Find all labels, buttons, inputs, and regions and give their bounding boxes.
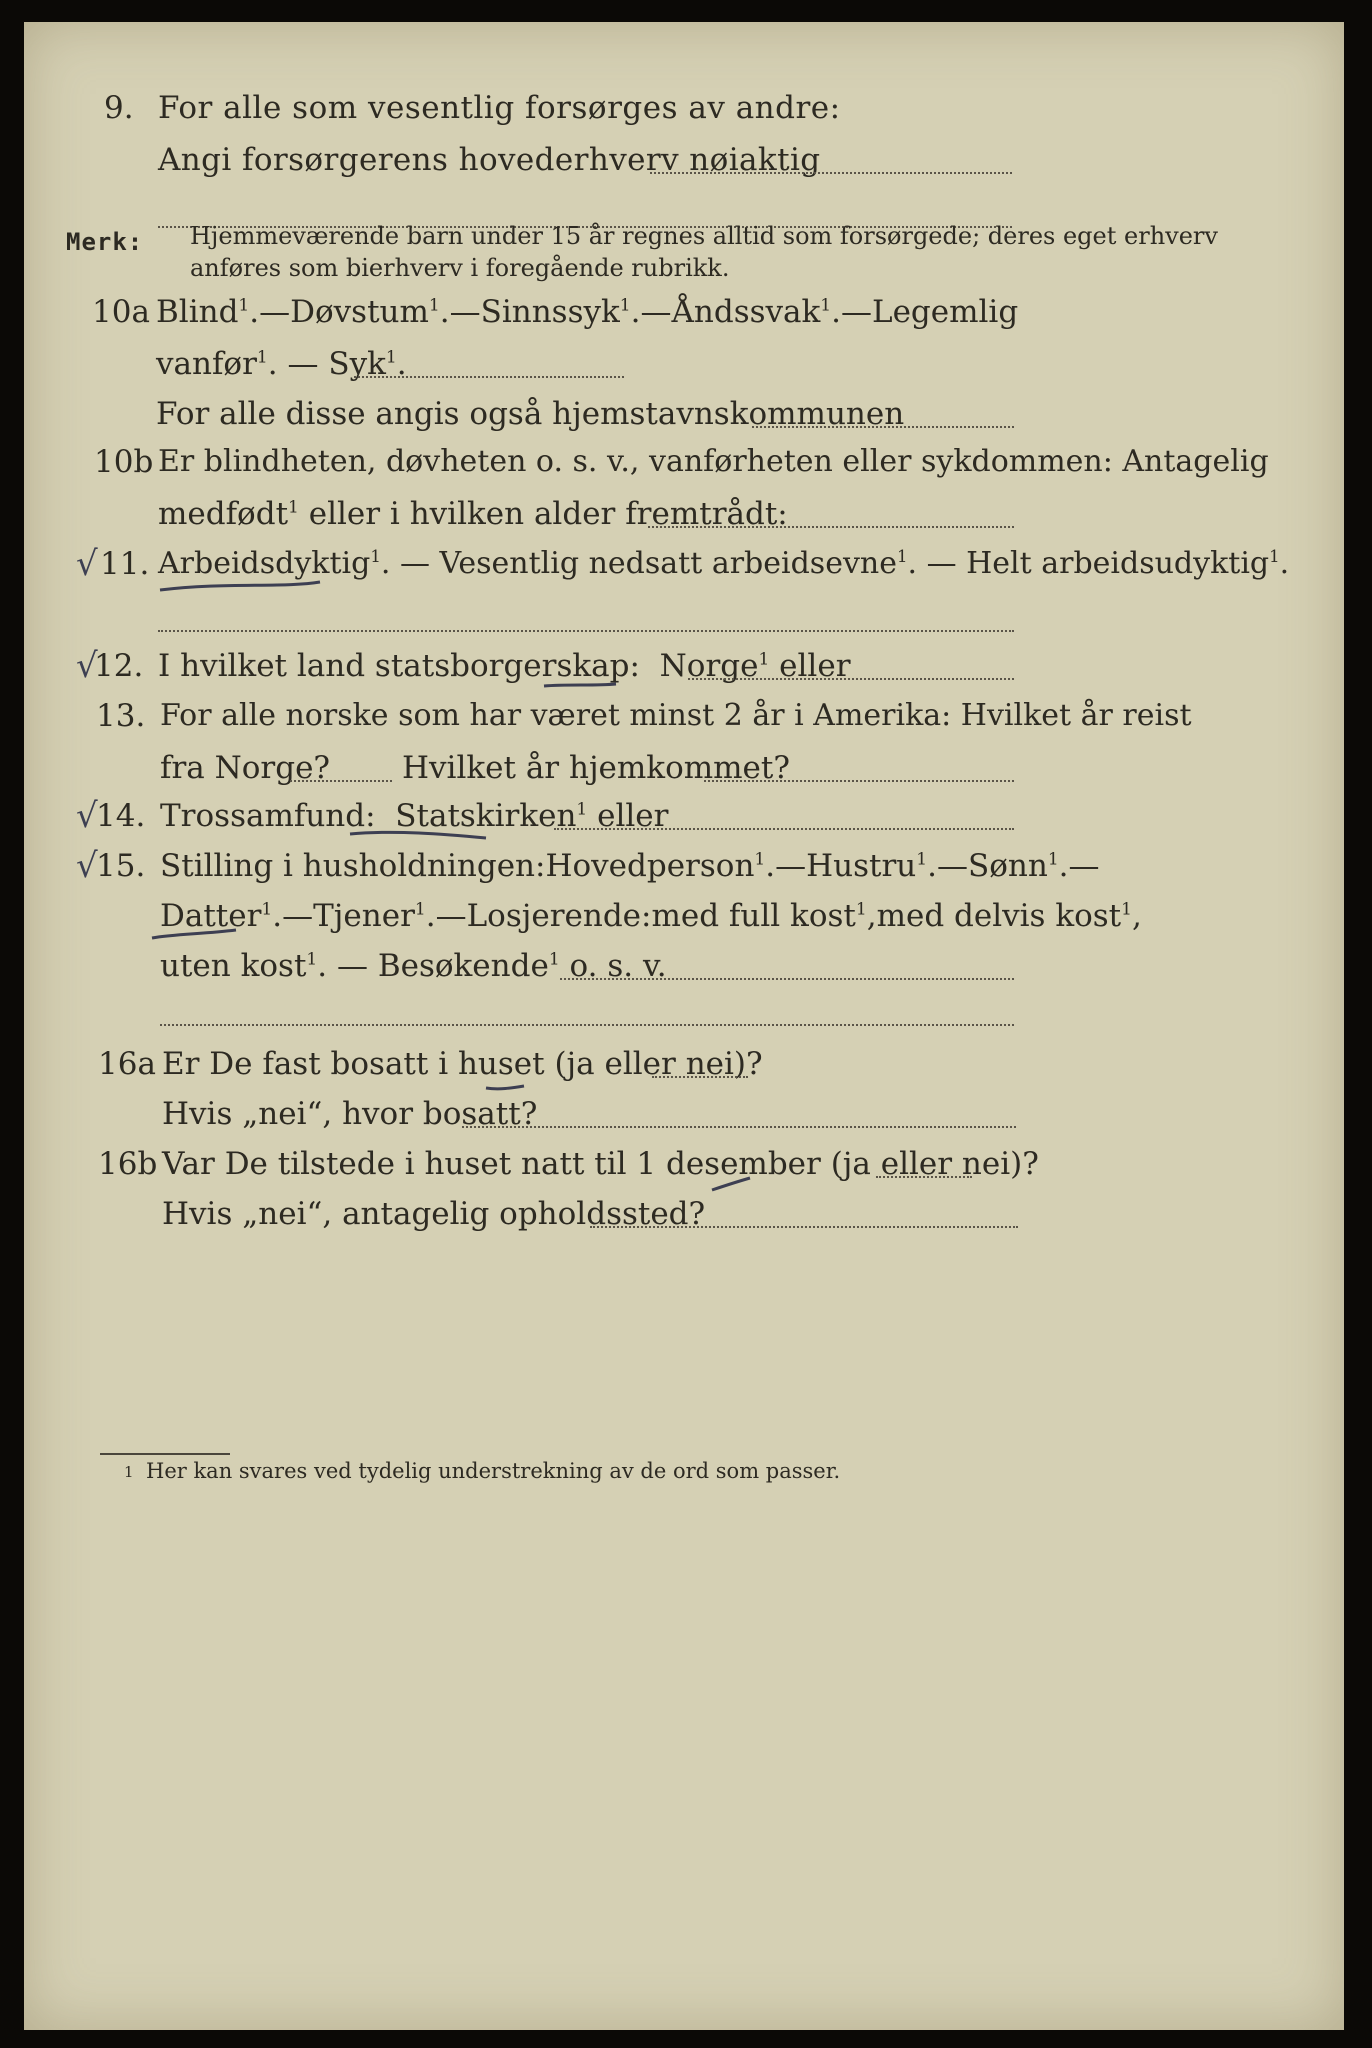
option-arbeidsdyktig[interactable]: Arbeidsdyktig$^1$. [158, 546, 391, 581]
question-9-number: 9. [104, 90, 134, 126]
question-10a-line2: vanfør$^1$. — Syk$^1$. [156, 346, 407, 382]
question-15-line2: Datter$^1$. — Tjener$^1$. — Losjerende: med full kost$^1$, med delvis kost$^1$, [160, 898, 1142, 934]
question-15-number: 15. [96, 848, 146, 884]
option-hustru[interactable]: Hustru$^1$. [806, 848, 937, 884]
question-11-number: 11. [100, 546, 150, 582]
question-16a-line2: Hvis „nei“, hvor bosatt? [162, 1096, 538, 1132]
question-16a-number: 16a [98, 1046, 156, 1082]
option-uten-kost[interactable]: uten kost$^1$. [160, 948, 328, 984]
question-10a-number: 10a [92, 294, 150, 330]
option-datter[interactable]: Datter$^1$. [160, 898, 283, 934]
question-10b-line1: Er blindheten, døvheten o. s. v., vanførheten eller sykdommen: Antagelig [158, 444, 1269, 479]
option-dovstum[interactable]: Døvstum$^1$. [290, 294, 450, 330]
question-14-number: 14. [96, 798, 146, 834]
option-vanfor[interactable]: vanfør$^1$. [156, 346, 278, 382]
question-16b-line1: Var De tilstede i huset natt til 1 desember (ja eller nei)? [162, 1146, 1039, 1182]
underline-datter [152, 930, 236, 938]
option-sinnssyk[interactable]: Sinnssyk$^1$. [480, 294, 641, 330]
question-13-line2b: Hvilket år hjemkommet? [402, 750, 790, 786]
pen-underline-marks [24, 22, 1344, 1322]
question-15-line3: uten kost$^1$. — Besøkende$^1$ o. s. v. [160, 948, 667, 984]
question-11-line1: Arbeidsdyktig$^1$. — Vesentlig nedsatt arbeidsevne$^1$. — Helt arbeidsudyktig$^1$. [158, 546, 1290, 581]
underline-ja-16b [712, 1178, 750, 1190]
note-line2: anføres som bierhverv i foregående rubrikk. [190, 254, 730, 282]
option-besokende[interactable]: Besøkende$^1$ [377, 948, 560, 984]
option-statskirken[interactable]: Statskirken$^1$ [395, 798, 588, 834]
underline-arbeidsdyktig [160, 582, 320, 590]
question-10b-line2: medfødt$^1$ eller i hvilken alder fremtrådt: [158, 496, 788, 532]
question-13-line1: For alle norske som har været minst 2 år i Amerika: Hvilket år reist [160, 698, 1192, 733]
question-14-line: Trossamfund: Statskirken$^1$ eller [160, 798, 669, 834]
note-line1: Hjemmeværende barn under 15 år regnes alltid som forsørgede; deres eget erhverv [190, 222, 1218, 250]
option-legemlig[interactable]: Legemlig [872, 294, 1019, 330]
question-10b-number: 10b [94, 444, 154, 480]
question-10a-line1: Blind$^1$. — Døvstum$^1$. — Sinnssyk$^1$. — Åndssvak$^1$. — Legemlig [156, 294, 1019, 330]
option-sonn[interactable]: Sønn$^1$. [967, 848, 1069, 884]
option-norge[interactable]: Norge$^1$ [659, 648, 770, 684]
option-full-kost[interactable]: med full kost$^1$, [651, 898, 877, 934]
question-10a-line3: For alle disse angis også hjemstavnskommunen [156, 396, 905, 432]
underline-statskirken [350, 832, 486, 838]
checkmark-icon: √ [76, 796, 98, 836]
census-form-page [24, 22, 1344, 2030]
option-hovedperson[interactable]: Hovedperson$^1$. [545, 848, 776, 884]
option-blind[interactable]: Blind$^1$. [156, 294, 260, 330]
option-tjener[interactable]: Tjener$^1$. [313, 898, 436, 934]
footnote-rule [100, 1453, 230, 1455]
option-udyktig[interactable]: Helt arbeidsudyktig$^1$. [966, 546, 1290, 581]
option-delvis-kost[interactable]: med delvis kost$^1$, [876, 898, 1142, 934]
checkmark-icon: √ [76, 646, 98, 686]
question-16a-line1: Er De fast bosatt i huset (ja eller nei)? [162, 1046, 763, 1082]
option-medfodt[interactable]: medfødt$^1$ [158, 496, 299, 532]
question-16b-number: 16b [98, 1146, 158, 1182]
checkmark-icon: √ [76, 544, 98, 584]
option-nedsatt[interactable]: Vesentlig nedsatt arbeidsevne$^1$. [439, 546, 918, 581]
underline-norge [544, 684, 616, 686]
question-13-line2a: fra Norge? [160, 750, 331, 786]
question-12-line: I hvilket land statsborgerskap: Norge$^1$ eller [158, 648, 851, 684]
question-15-line1: Stilling i husholdningen: Hovedperson$^1$. — Hustru$^1$. — Sønn$^1$. — [160, 848, 1100, 884]
question-16b-line2: Hvis „nei“, antagelig opholdssted? [162, 1196, 706, 1232]
question-9-line2: Angi forsørgerens hovederhverv nøiaktig [158, 142, 821, 178]
footnote-text: Her kan svares ved tydelig understrekning av de ord som passer. [146, 1459, 841, 1483]
question-12-number: 12. [94, 648, 144, 684]
question-13-number: 13. [96, 698, 146, 734]
note-label: Merk: [66, 228, 144, 256]
option-syk[interactable]: Syk$^1$. [328, 346, 407, 382]
footnote-mark: 1 [124, 1463, 134, 1481]
option-andssvak[interactable]: Åndssvak$^1$. [671, 294, 841, 330]
underline-ja-16a [486, 1086, 524, 1089]
checkmark-icon: √ [76, 846, 98, 886]
question-9-line1: For alle som vesentlig forsørges av andre: [158, 90, 841, 126]
